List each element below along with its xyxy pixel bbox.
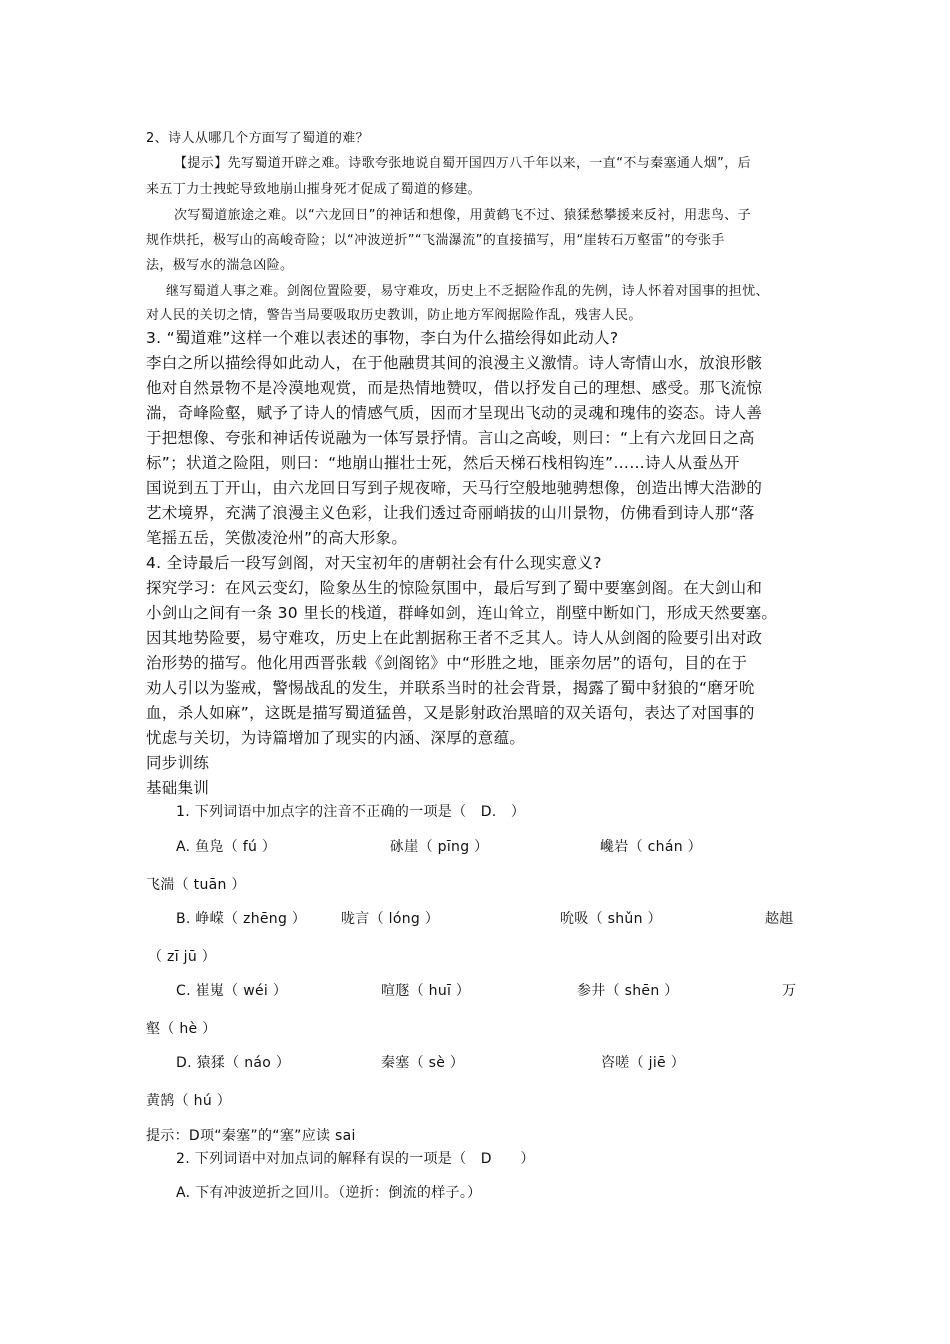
answer-line: 他对自然景物不是冷漠地观赏，而是热情地赞叹，借以抒发自己的理想、感受。那飞流惊 — [146, 379, 763, 397]
question-2: 2、诗人从哪几个方面写了蜀道的难？ — [146, 131, 370, 146]
answer-line: 小剑山之间有一条 30 里长的栈道，群峰如剑，连山耸立，削壁中断如门，形成天然要塞。 — [146, 604, 778, 622]
answer-line: 治形势的描写。他化用西晋张载《剑阁铭》中“形胜之地，匪亲勿居”的语句，目的在于 — [146, 654, 748, 672]
hint-line: 来五丁力士拽蛇导致地崩山摧身死才促成了蜀道的修建。 — [146, 182, 482, 197]
hint-line: 对人民的关切之情，警告当局要吸取历史教训，防止地方军阀据险作乱，残害人民。 — [146, 308, 642, 323]
question-3: 3. “蜀道难”这样一个难以表述的事物，李白为什么描绘得如此动人? — [146, 329, 619, 347]
hint-line: 【提示】先写蜀道开辟之难。诗歌夸张地说自蜀开国四万八千年以来，一直“不与秦塞通人烟”，后 — [174, 156, 752, 171]
q1-option-b-item: 吮吸（ shǔn ） — [560, 911, 662, 927]
q1-option-c-item: 壑（ hè ） — [146, 1021, 217, 1037]
answer-line: 探究学习：在风云变幻，险象丛生的惊险氛围中，最后写到了蜀中要塞剑阁。在大剑山和 — [146, 579, 763, 597]
q1-option-c-item: 参井（ shēn ） — [577, 983, 679, 999]
q1-option-c: C. 崔嵬（ wéi ） — [176, 983, 288, 999]
q1-hint: 提示：D项“秦塞”的“塞”应读 sai — [146, 1128, 356, 1144]
q1-option-c-item: 万 — [782, 983, 797, 999]
hint-line: 继写蜀道人事之难。剑阁位置险要，易守难攻，历史上不乏据险作乱的先例，诗人怀着对国事的担忧、 — [166, 284, 770, 299]
q1-option-a-item: 砯崖（ pīng ） — [390, 839, 489, 855]
hint-line: 次写蜀道旅途之难。以“六龙回日”的神话和想像，用黄鹤飞不过、猿猱愁攀援来反衬，用悲鸟、子 — [174, 208, 752, 223]
hint-line: 法，极写水的湍急凶险。 — [146, 258, 294, 273]
q1-option-d-item: 秦塞（ sè ） — [381, 1055, 465, 1071]
q1-stem: 1. 下列词语中加点字的注音不正确的一项是（ D. ） — [176, 804, 526, 820]
q1-option-d: D. 猿猱（ náo ） — [176, 1055, 291, 1071]
q1-option-d-item: 咨嗟（ jiē ） — [601, 1055, 685, 1071]
practice-heading: 同步训练 — [146, 754, 210, 772]
answer-line: 血，杀人如麻”，这既是描写蜀道猛兽，又是影射政治黑暗的双关语句，表达了对国事的 — [146, 704, 755, 722]
answer-line: 劝人引以为鉴戒，警惕战乱的发生，并联系当时的社会背景，揭露了蜀中豺狼的“磨牙吮 — [146, 679, 755, 697]
hint-line: 规作烘托，极写山的高峻奇险；以“冲波逆折”“飞湍瀑流”的直接描写，用“崖转石万壑雷”的夸张手 — [146, 233, 725, 248]
answer-line: 因其地势险要，易守难攻，历史上在此割据称王者不乏其人。诗人从剑阁的险要引出对政 — [146, 629, 763, 647]
q1-option-a-item: 巉岩（ chán ） — [600, 839, 702, 855]
answer-line: 李白之所以描绘得如此动人，在于他融贯其间的浪漫主义激情。诗人寄情山水，放浪形骸 — [146, 354, 763, 372]
answer-line: 湍，奇峰险壑，赋予了诗人的情感气质，因而才呈现出飞动的灵魂和瑰伟的姿态。诗人善 — [146, 404, 763, 422]
answer-line: 艺术境界，充满了浪漫主义色彩，让我们透过奇丽峭拔的山川景物，仿佛看到诗人那“落 — [146, 504, 755, 522]
answer-line: 忧虑与关切，为诗篇增加了现实的内涵、深厚的意蕴。 — [146, 729, 526, 747]
q1-option-b-item: 咙言（ lóng ） — [341, 911, 440, 927]
q2-stem: 2. 下列词语中对加点词的解释有误的一项是（ D ） — [176, 1151, 535, 1167]
answer-line: 标”；状道之险阻，则曰：“地崩山摧壮士死，然后天梯石栈相钩连”……诗人从蚕丛开 — [146, 454, 740, 472]
q1-option-a-item: 飞湍（ tuān ） — [146, 877, 246, 893]
question-4: 4. 全诗最后一段写剑阁，对天宝初年的唐朝社会有什么现实意义? — [146, 554, 602, 572]
q1-option-d-item: 黄鹄（ hú ） — [146, 1093, 232, 1109]
answer-line: 于把想像、夸张和神话传说融为一体写景抒情。言山之高峻，则曰：“上有六龙回日之高 — [146, 429, 755, 447]
answer-line: 笔摇五岳，笑傲凌沧州”的高大形象。 — [146, 529, 408, 547]
q1-option-c-item: 喧豗（ huī ） — [381, 983, 471, 999]
q1-option-b-item: 趑趄 — [765, 911, 794, 927]
q1-option-a: A. 鱼凫（ fú ） — [176, 839, 277, 855]
q1-option-b-item: （ zī jū ） — [148, 949, 217, 965]
q2-option-a: A. 下有冲波逆折之回川。（逆折：倒流的样子。） — [176, 1185, 482, 1201]
practice-subheading: 基础集训 — [146, 779, 210, 797]
answer-line: 国说到五丁开山，由六龙回日写到子规夜啼，天马行空般地驰骋想像，创造出博大浩渺的 — [146, 479, 763, 497]
q1-option-b: B. 峥嵘（ zhēng ） — [176, 911, 307, 927]
